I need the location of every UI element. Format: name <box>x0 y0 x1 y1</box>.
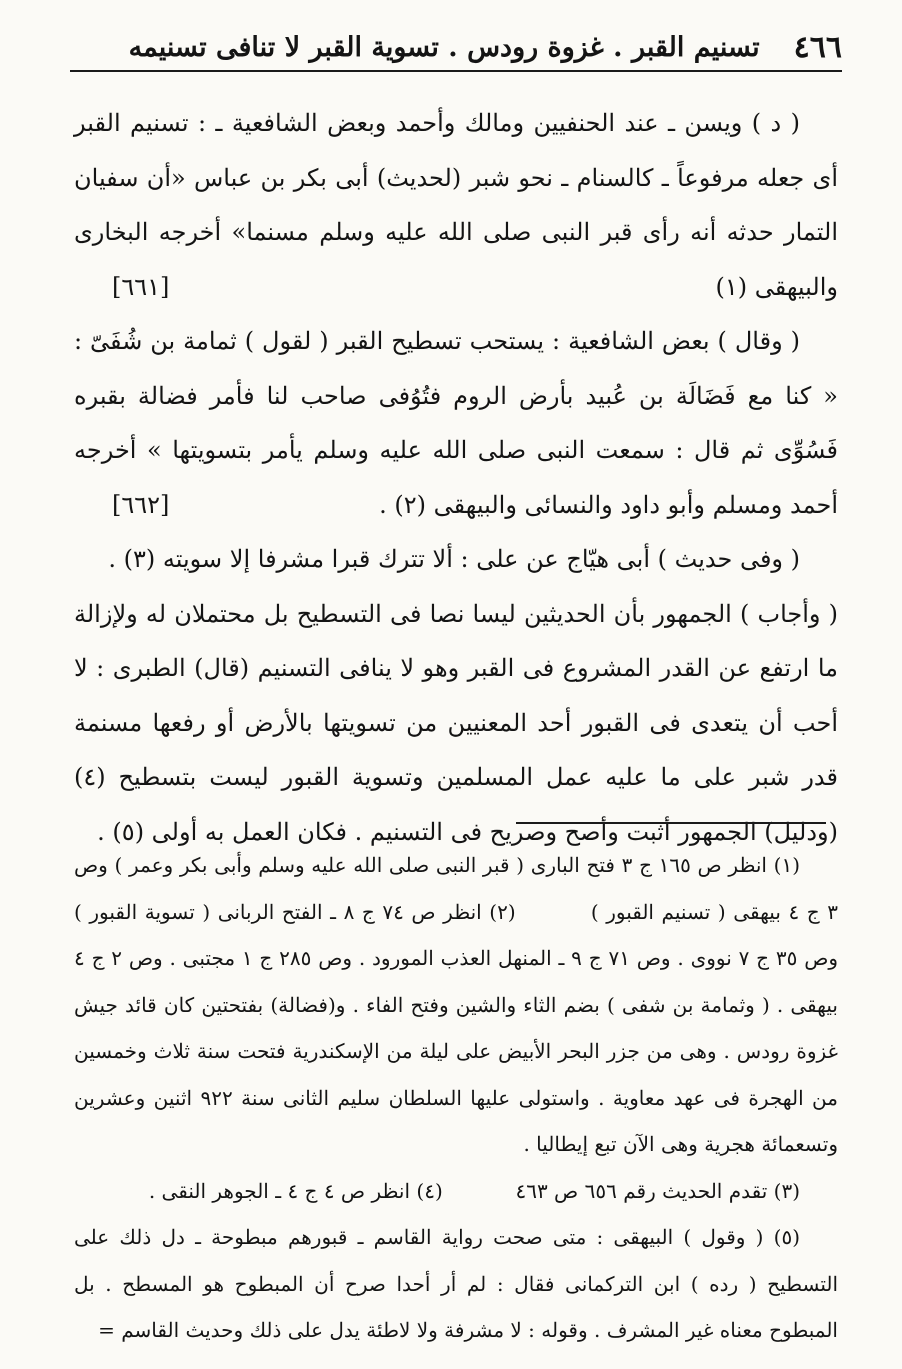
footnotes-1-2 <box>74 842 838 1168</box>
footnote-4: (٤) انظر ص ٤ ج ٤ ـ الجوهر النقى . <box>148 1178 443 1203</box>
paragraph-2 <box>74 314 838 532</box>
paragraph-4: ( وأجاب ) الجمهور بأن الحديثين ليسا نصا فى التسطيح بل محتملان له ولإزالة ما ارتفع عن القدر المشروع فى القبر وهو لا ينافى التسنيم (قال) الطبرى : لا أحب أن يتعدى فى القبور أحد المعنيين من تسويتها بالأرض أو رفعها مسنمة قدر شبر على ما عليه عمل المسلمين وتسوية القبور ليست بتسطيح (٤) (ودليل) الجمهور أثبت وأصح وصريح فى التسنيم . فكان العمل به أولى (٥) . <box>74 599 838 846</box>
footnote-1: (١) انظر ص ١٦٥ ج ٣ فتح البارى ( قبر النبى صلى الله عليه وسلم وأبى بكر وعمر ) وص ٣ ج ٤ بيهقى ( تسنيم القبور ) <box>74 853 839 924</box>
footnotes <box>74 842 838 1354</box>
hadith-number-661: [٦٦١] <box>112 272 170 301</box>
running-title: تسنيم القبر . غزوة رودس . تسوية القبر لا تنافى تسنيمه <box>128 31 760 63</box>
paragraph-1-text: ( د ) ويسن ـ عند الحنفيين ومالك وأحمد وبعض الشافعية ـ : تسنيم القبر أى جعله مرفوعاً ـ كالسنام ـ نحو شبر (لحديث) أبى بكر بن عباس «أن سفيان التمار حدثه أنه رأى قبر النبى صلى الله عليه وسلم مسنما» أخرجه البخارى والبيهقى (١) <box>74 109 838 301</box>
main-text <box>74 96 838 859</box>
paragraph-2-text: ( وقال ) بعض الشافعية : يستحب تسطيح القبر ( لقول ) ثمامة بن شُفَىّ : « كنا مع فَضَالَة بن عُبيد بأرض الروم فتُوُفى صاحب لنا فأمر فضالة بقبره فَسُوِّى ثم قال : سمعت النبى صلى الله عليه وسلم يأمر بتسويتها » أخرجه أحمد ومسلم وأبو داود والنسائى والبيهقى (٢) . <box>74 327 838 519</box>
paragraph-3: ( وفى حديث ) أبى هيّاج عن على : ألا تترك قبرا مشرفا إلا سويته (٣) . <box>108 545 800 573</box>
footnote-5: (٥) ( وقول ) البيهقى : متى صحت رواية القاسم ـ قبورهم مبطوحة ـ دل ذلك على التسطيح ( رده ) ابن التركمانى فقال : لم أر أحدا صرح أن المبطوح هو المسطح . بل المبطوح معناه غير المشرف . وقوله : لا مشرفة ولا لاطئة يدل على ذلك وحديث القاسم = <box>74 1225 838 1342</box>
page-number: ٤٦٦ <box>793 29 842 65</box>
footnote-separator <box>516 822 826 824</box>
hadith-number-662: [٦٦٢] <box>112 490 170 519</box>
page-header <box>70 24 842 72</box>
footnotes-3-4 <box>74 1168 838 1215</box>
footnote-2: (٢) انظر ص ٧٤ ج ٨ ـ الفتح الربانى ( تسوية القبور ) وص ٣٥ ج ٧ نووى . وص ٧١ ج ٩ ـ المنهل العذب المورود . وص ٢٨٥ ج ١ مجتبى . وص ٢ ج ٤ بيهقى . ( وثمامة بن شفى ) بضم الثاء والشين وفتح الفاء . و(فضالة) بفتحتين كان قائد جيش غزوة رودس . وهى من جزر البحر الأبيض على ليلة من الإسكندرية فتحت سنة ثلاث وخمسين من الهجرة فى عهد معاوية . واستولى عليها السلطان سليم الثانى سنة ٩٢٢ اثنين وعشرين وتسعمائة هجرية وهى الآن تبع إيطاليا . <box>74 899 839 1156</box>
footnote-3: (٣) تقدم الحديث رقم ٦٥٦ ص ٤٦٣ <box>515 1178 800 1203</box>
paragraph-1 <box>74 96 838 314</box>
